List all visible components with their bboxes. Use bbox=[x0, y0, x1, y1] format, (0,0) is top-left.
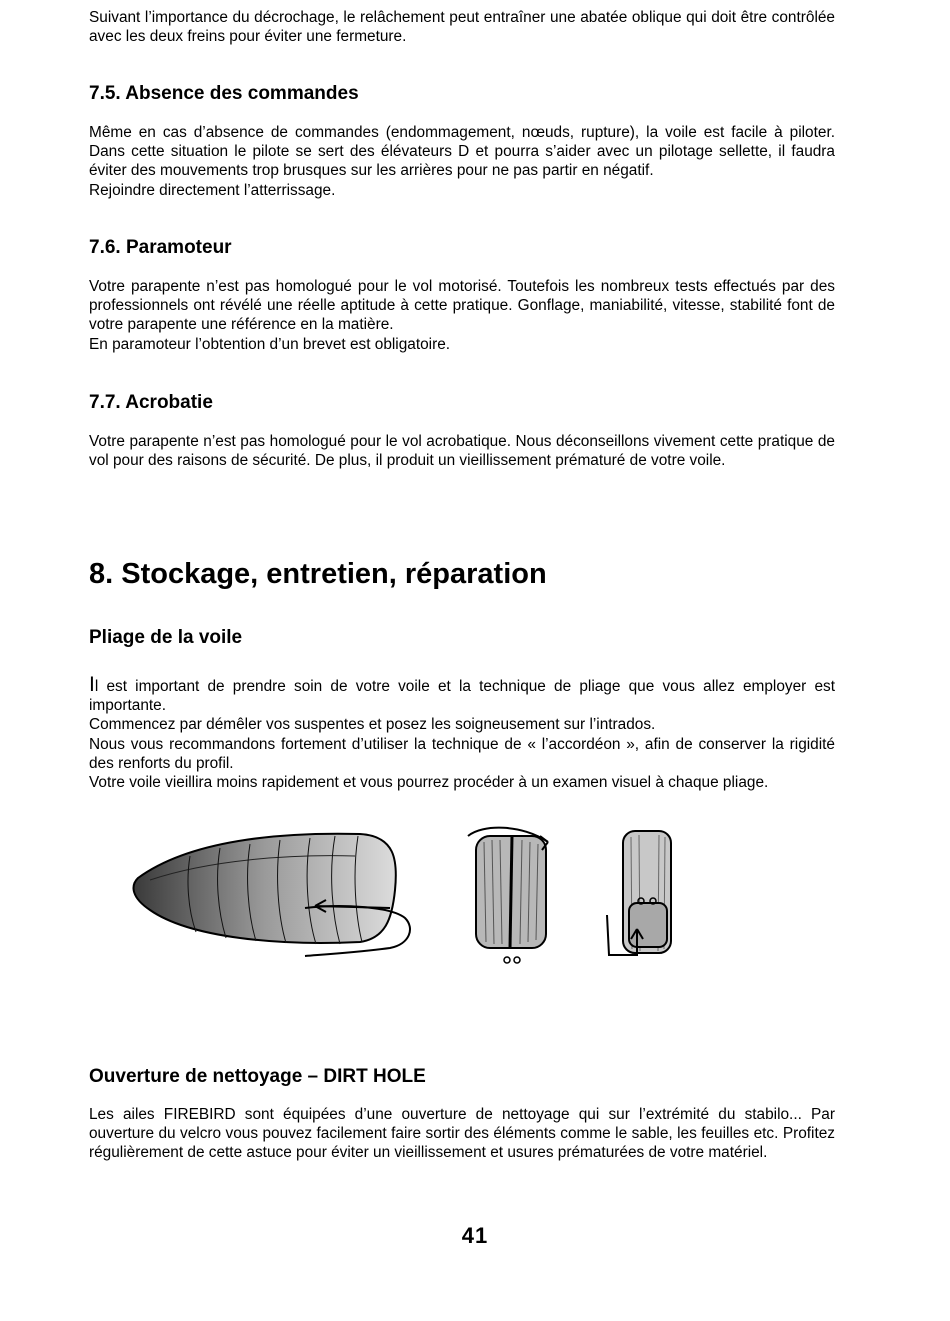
section-heading: 7.6. Paramoteur bbox=[89, 237, 232, 258]
folding-line: Commencez par démêler vos suspentes et posez les soigneusement sur l’intrados. bbox=[89, 716, 656, 734]
section-paramoteur bbox=[89, 236, 835, 354]
section-paragraph: Votre parapente n’est pas homologué pour le vol acrobatique. Nous déconseillons vivement cette pratique de vol pour des raisons de sécurité. De plus, il produit un vieillissement prématuré de votre voile. bbox=[89, 433, 835, 470]
folding-section bbox=[89, 626, 835, 792]
intro-block bbox=[89, 8, 835, 46]
section-absence-commandes bbox=[89, 82, 835, 200]
section-acrobatie bbox=[89, 391, 835, 470]
folded-bundle-illustration bbox=[462, 822, 557, 972]
folding-first-paragraph bbox=[89, 675, 835, 715]
dirt-hole-section bbox=[89, 1065, 835, 1163]
rolled-bag-illustration bbox=[603, 825, 683, 965]
folding-line: Votre voile vieillira moins rapidement et vous pourrez procéder à un examen visuel à chaque pliage. bbox=[89, 774, 769, 792]
section-paragraph: En paramoteur l’obtention d’un brevet est obligatoire. bbox=[89, 335, 451, 353]
section-heading: Ouverture de nettoyage – DIRT HOLE bbox=[89, 1066, 426, 1087]
page-number: 41 bbox=[461, 1223, 489, 1248]
section-heading: 7.5. Absence des commandes bbox=[89, 83, 359, 104]
section-heading: Pliage de la voile bbox=[89, 627, 243, 648]
intro-paragraph: Suivant l’importance du décrochage, le relâchement peut entraîner une abatée oblique qui doit être contrôlée avec les deux freins pour éviter une fermeture. bbox=[89, 9, 835, 46]
folding-first-rest: l est important de prendre soin de votre voile et la technique de pliage que vous allez employer est importante. bbox=[89, 678, 835, 715]
section-paragraph: Votre parapente n’est pas homologué pour le vol motorisé. Toutefois les nombreux tests effectués par des professionnels ont révélé une réelle aptitude à cette pratique. Gonflage, maniabilité, vitesse, stabilité font de votre parapente une référence en la matière. bbox=[89, 278, 835, 334]
section-paragraph: Les ailes FIREBIRD sont équipées d’une ouverture de nettoyage qui sur l’extrémité du stabilo... Par ouverture du velcro vous pouvez facilement faire sortir des éléments comme le sable, les feuilles etc. Profitez régulièrement de cette astuce pour éviter un vieillissement et usures prématurées de votre matériel. bbox=[89, 1106, 835, 1162]
section-paragraph: Rejoindre directement l’atterrissage. bbox=[89, 181, 336, 199]
folding-accordion-illustration bbox=[130, 820, 415, 970]
chapter-block bbox=[89, 556, 835, 592]
folding-line: Nous vous recommandons fortement d’utiliser la technique de « l’accordéon », afin de conserver la rigidité des renforts du profil. bbox=[89, 735, 835, 772]
chapter-title: 8. Stockage, entretien, réparation bbox=[89, 558, 547, 590]
section-heading: 7.7. Acrobatie bbox=[89, 392, 213, 413]
drop-initial: I bbox=[89, 673, 95, 696]
section-paragraph: Même en cas d’absence de commandes (endommagement, nœuds, rupture), la voile est facile à piloter. Dans cette situation le pilote se sert des élévateurs D et pourra s’aider avec un pilotage sellette, il faudra éviter des mouvements trop brusques sur les arrières pour ne pas partir en négatif. bbox=[89, 124, 835, 180]
